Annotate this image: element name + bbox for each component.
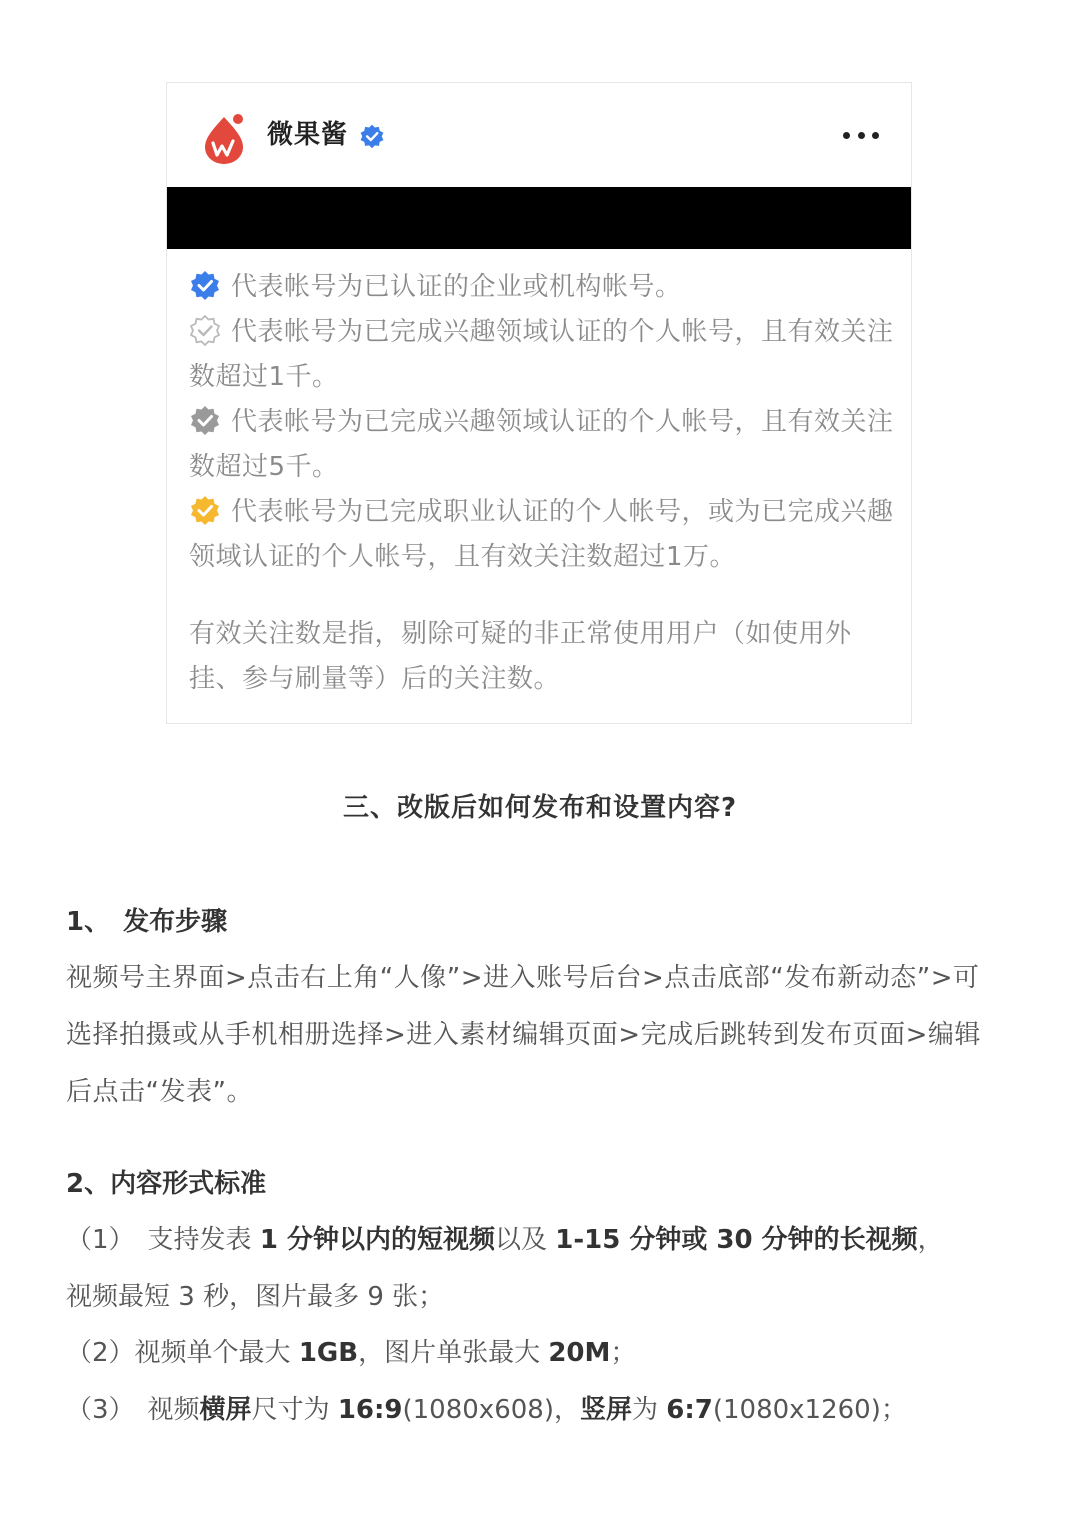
bold-text: 16:9 [337, 1395, 403, 1425]
text: 为 [631, 1395, 667, 1425]
text: ； [610, 1338, 637, 1368]
effective-followers-note: 有效关注数是指，剔除可疑的非正常使用用户（如使用外挂、参与刷量等）后的关注数。 [189, 619, 852, 694]
text: （3） 视频 [66, 1395, 200, 1425]
more-options-button[interactable] [843, 117, 879, 153]
text: 尺寸为 [251, 1395, 338, 1425]
gold-verified-badge-icon [189, 494, 221, 526]
gray-verified-badge-icon [189, 404, 221, 436]
text: 以及 [494, 1225, 556, 1255]
format-item-1 [66, 1220, 1016, 1260]
format-item-3 [66, 1390, 1016, 1430]
bold-text: 1GB [298, 1338, 359, 1368]
text: （2）视频单个最大 [66, 1338, 299, 1368]
section-title: 三、改版后如何发布和设置内容? [342, 793, 738, 823]
legend-item [189, 265, 894, 310]
step1-heading: 1、 发布步骤 [66, 907, 228, 937]
legend-text: 代表帐号为已认证的企业或机构帐号。 [231, 272, 682, 302]
text: （1） 支持发表 [66, 1225, 260, 1255]
legend-item [189, 400, 894, 490]
outline-verified-badge-icon [189, 314, 221, 346]
dot-icon [843, 132, 850, 139]
text: ， [917, 1225, 944, 1255]
text: ，图片单张最大 [358, 1338, 549, 1368]
legend-item [189, 310, 894, 400]
step2-heading: 2、内容形式标准 [66, 1169, 267, 1199]
dot-icon [858, 132, 865, 139]
bold-text: 横屏 [199, 1395, 252, 1425]
format-item-2 [66, 1333, 1016, 1373]
legend-text: 代表帐号为已完成兴趣领域认证的个人帐号，且有效关注数超过1千。 [189, 317, 894, 392]
bold-text: 6:7 [666, 1395, 713, 1425]
redacted-bar [167, 187, 911, 249]
verification-card [166, 82, 912, 724]
bold-text: 20M [548, 1338, 611, 1368]
legend-text: 代表帐号为已完成职业认证的个人帐号，或为已完成兴趣领域认证的个人帐号，且有效关注数超过1万。 [189, 497, 894, 572]
blue-verified-badge-icon [359, 123, 385, 149]
account-name: 微果酱 [267, 120, 349, 150]
text: (1080x608)， [402, 1395, 580, 1425]
bold-text: 1-15 分钟或 30 分钟的长视频 [555, 1225, 918, 1255]
card-header [167, 83, 911, 187]
format-item-1-cont: 视频最短 3 秒，图片最多 9 张； [66, 1282, 445, 1312]
legend-item [189, 490, 894, 580]
bold-text: 竖屏 [579, 1395, 632, 1425]
text: (1080x1260)； [712, 1395, 907, 1425]
dot-icon [872, 132, 879, 139]
badge-legend [189, 265, 894, 702]
blue-verified-badge-icon [189, 269, 221, 301]
bold-text: 1 分钟以内的短视频 [259, 1225, 495, 1255]
weiguojiang-logo-icon [203, 111, 245, 165]
legend-text: 代表帐号为已完成兴趣领域认证的个人帐号，且有效关注数超过5千。 [189, 407, 894, 482]
step1-text: 视频号主界面>点击右上角“人像”>进入账号后台>点击底部“发布新动态”>可选择拍摄或从手机相册选择>进入素材编辑页面>完成后跳转到发布页面>编辑后点击“发表”。 [66, 963, 981, 1107]
